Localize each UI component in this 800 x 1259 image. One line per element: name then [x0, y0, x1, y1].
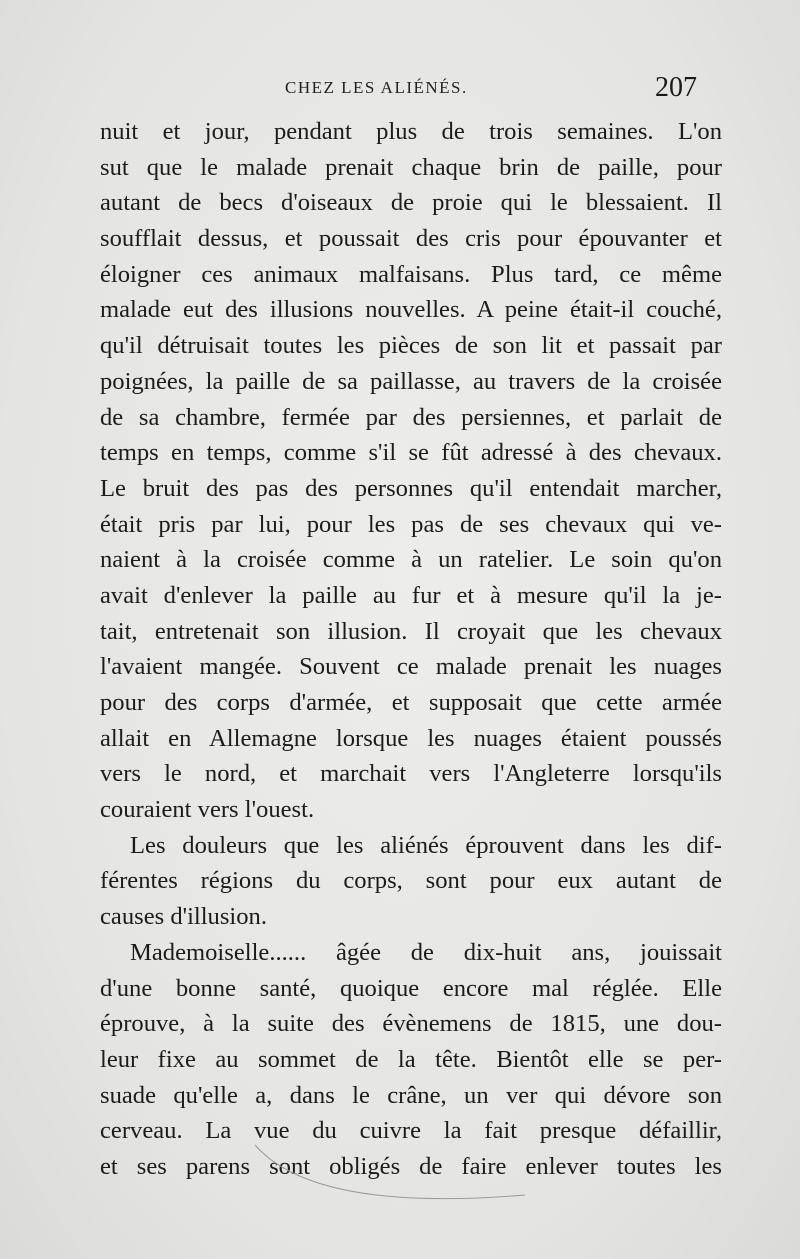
text-line: et ses parens sont obligés de faire enlever toutes les — [100, 1152, 722, 1180]
text-line: était pris par lui, pour les pas de ses chevaux qui ve- — [100, 510, 722, 538]
text-line: Le bruit des pas des personnes qu'il entendait marcher, — [100, 474, 722, 502]
text-line: d'une bonne santé, quoique encore mal réglée. Elle — [100, 974, 722, 1002]
text-line: éprouve, à la suite des évènemens de 1815, une dou- — [100, 1010, 722, 1038]
text-line: cerveau. La vue du cuivre la fait presque défaillir, — [100, 1117, 722, 1145]
text-line: leur fixe au sommet de la tête. Bientôt elle se per- — [100, 1045, 722, 1073]
text-line: couraient vers l'ouest. — [100, 796, 315, 824]
text-line: tait, entretenait son illusion. Il croyait que les chevaux — [100, 617, 722, 645]
text-line: poignées, la paille de sa paillasse, au travers de la croisée — [100, 367, 722, 395]
text-line: naient à la croisée comme à un ratelier. Le soin qu'on — [100, 546, 722, 574]
page-number: 207 — [655, 72, 697, 103]
text-line: pour des corps d'armée, et supposait que cette armée — [100, 689, 722, 716]
text-line: soufflait dessus, et poussait des cris pour épouvanter et — [100, 225, 722, 253]
text-line: férentes régions du corps, sont pour eux autant de — [100, 867, 722, 895]
text-line: l'avaient mangée. Souvent ce malade prenait les nuages — [100, 653, 722, 681]
text-line: qu'il détruisait toutes les pièces de son lit et passait par — [100, 332, 722, 360]
body-text — [100, 114, 722, 1185]
text-line: temps en temps, comme s'il se fût adressé à des chevaux. — [100, 439, 722, 467]
text-line: de sa chambre, fermée par des persiennes, et parlait de — [100, 403, 722, 431]
pencil-mark — [250, 1140, 530, 1210]
text-line: allait en Allemagne lorsque les nuages étaient poussés — [100, 724, 722, 752]
text-line: vers le nord, et marchait vers l'Angleterre lorsqu'ils — [100, 760, 722, 788]
paragraph-start-line: Mademoiselle...... âgée de dix-huit ans, jouissait — [130, 938, 722, 966]
text-line: sut que le malade prenait chaque brin de paille, pour — [100, 153, 722, 181]
text-line: avait d'enlever la paille au fur et à mesure qu'il la je- — [100, 581, 722, 609]
text-line: malade eut des illusions nouvelles. A peine était-il couché, — [100, 296, 722, 324]
text-line: nuit et jour, pendant plus de trois semaines. L'on — [100, 118, 722, 145]
paragraph-start-line: Les douleurs que les aliénés éprouvent dans les dif- — [130, 831, 722, 859]
text-line: autant de becs d'oiseaux de proie qui le blessaient. Il — [100, 189, 722, 217]
running-head: CHEZ LES ALIÉNÉS. — [285, 78, 468, 97]
text-line: éloigner ces animaux malfaisans. Plus tard, ce même — [100, 260, 722, 288]
text-line: suade qu'elle a, dans le crâne, un ver qui dévore son — [100, 1081, 722, 1109]
text-line: causes d'illusion. — [100, 903, 268, 931]
